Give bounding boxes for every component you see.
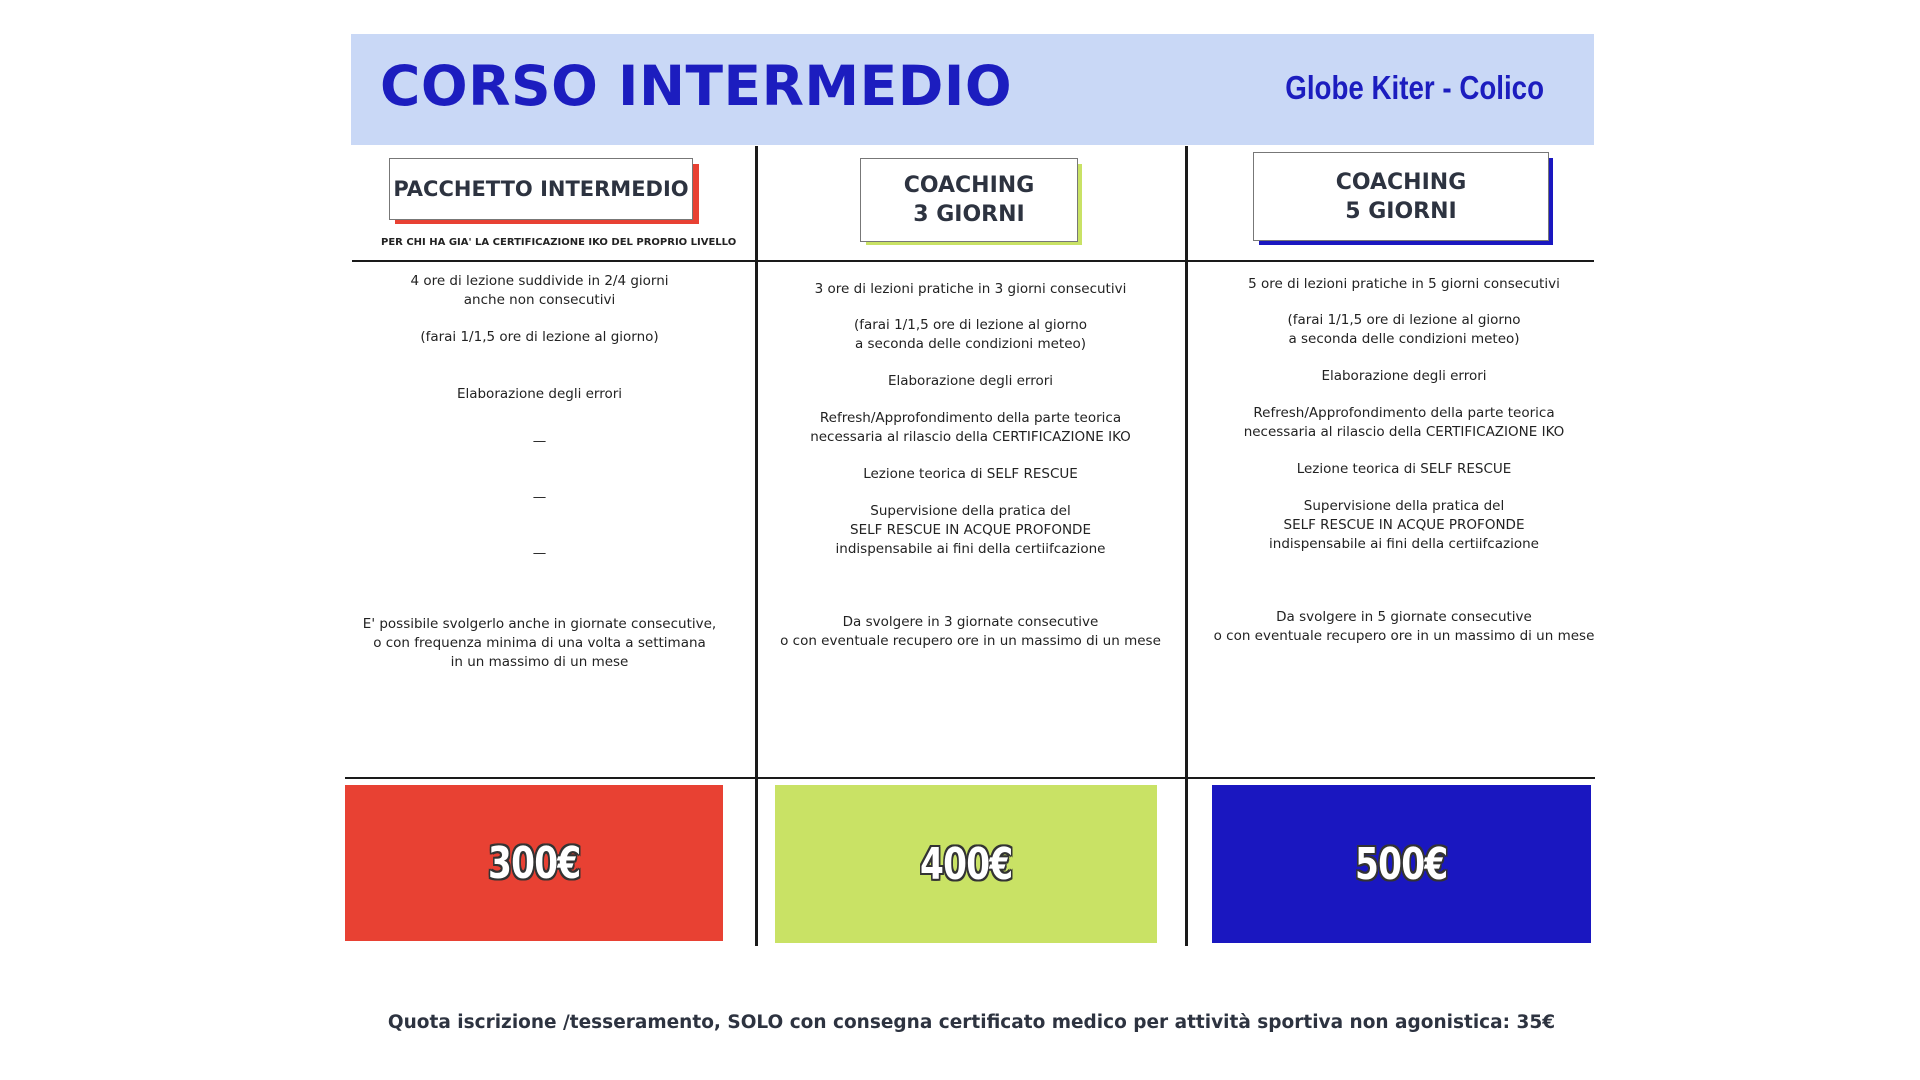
detail-line: Da svolgere in 3 giornate consecutive [842, 614, 1099, 630]
detail-line: Elaborazione degli errori [456, 386, 623, 402]
page-title: CORSO INTERMEDIO [380, 54, 1013, 118]
detail-line: a seconda delle condizioni meteo) [1288, 331, 1520, 347]
detail-line: Lezione teorica di SELF RESCUE [1296, 461, 1512, 477]
detail-line: necessaria al rilascio della CERTIFICAZIONE IKO [1243, 424, 1565, 440]
detail-line: Refresh/Approfondimento della parte teorica [1253, 405, 1555, 421]
price-row-divider [345, 777, 1595, 779]
detail-line: o con eventuale recupero ore in un massimo di un mese [1213, 628, 1595, 644]
package-details [352, 272, 727, 672]
detail-line: Elaborazione degli errori [887, 373, 1054, 389]
package-title-box [1253, 152, 1549, 241]
package-details [758, 280, 1183, 680]
detail-line: — [532, 433, 547, 449]
detail-line: Da svolgere in 5 giornate consecutive [1276, 609, 1532, 625]
price-label: 300€ [487, 837, 581, 889]
detail-line: SELF RESCUE IN ACQUE PROFONDE [850, 522, 1091, 538]
detail-line: in un massimo di un mese [450, 654, 629, 670]
detail-line: E' possibile svolgerlo anche in giornate consecutive, [362, 616, 717, 632]
package-subtitle: 3 GIORNI [913, 202, 1025, 227]
package-title-box [860, 158, 1078, 242]
header-banner [351, 34, 1594, 145]
detail-line: 5 ore di lezioni pratiche in 5 giorni consecutivi [1248, 276, 1560, 292]
detail-line: anche non consecutivi [463, 292, 616, 308]
package-details [1188, 275, 1620, 675]
detail-line: 3 ore di lezioni pratiche in 3 giorni consecutivi [814, 281, 1127, 297]
detail-line: Elaborazione degli errori [1321, 368, 1487, 384]
brand-name: Globe Kiter - Colico [1285, 69, 1544, 106]
detail-line: (farai 1/1,5 ore di lezione al giorno [1287, 312, 1521, 328]
package-note: PER CHI HA GIA' LA CERTIFICAZIONE IKO DEL PROPRIO LIVELLO [381, 237, 737, 248]
package-title: COACHING [1335, 169, 1467, 195]
detail-line: Lezione teorica di SELF RESCUE [863, 466, 1078, 482]
detail-line: indispensabile ai fini della certiifcazione [1269, 536, 1539, 552]
detail-line: necessaria al rilascio della CERTIFICAZIONE IKO [810, 429, 1131, 445]
package-title: COACHING [903, 173, 1035, 198]
detail-line: (farai 1/1,5 ore di lezione al giorno [853, 317, 1088, 333]
header-row-divider [352, 260, 1594, 262]
detail-line: SELF RESCUE IN ACQUE PROFONDE [1283, 517, 1525, 533]
price-box [1212, 785, 1591, 943]
detail-line: o con frequenza minima di una volta a settimana [373, 635, 706, 651]
detail-line: Supervisione della pratica del [1303, 498, 1505, 514]
detail-line: indispensabile ai fini della certiifcazione [835, 541, 1106, 557]
footer-note: Quota iscrizione /tesseramento, SOLO con consegna certificato medico per attività sportiva non agonistica: 35€ [387, 1012, 1556, 1033]
price-label: 500€ [1355, 838, 1448, 890]
detail-line: (farai 1/1,5 ore di lezione al giorno) [420, 329, 659, 345]
detail-line: — [532, 489, 547, 505]
package-subtitle: 5 GIORNI [1345, 198, 1457, 224]
package-title: PACCHETTO INTERMEDIO [393, 177, 689, 201]
detail-line: 4 ore di lezione suddivide in 2/4 giorni [410, 273, 669, 289]
price-label: 400€ [919, 838, 1013, 890]
detail-line: Refresh/Approfondimento della parte teorica [819, 410, 1122, 426]
price-box [345, 785, 723, 941]
detail-line: o con eventuale recupero ore in un massimo di un mese [780, 633, 1161, 649]
detail-line: a seconda delle condizioni meteo) [854, 336, 1087, 352]
detail-line: Supervisione della pratica del [870, 503, 1071, 519]
price-box [775, 785, 1157, 943]
package-title-box [389, 158, 693, 220]
detail-line: — [532, 545, 547, 561]
